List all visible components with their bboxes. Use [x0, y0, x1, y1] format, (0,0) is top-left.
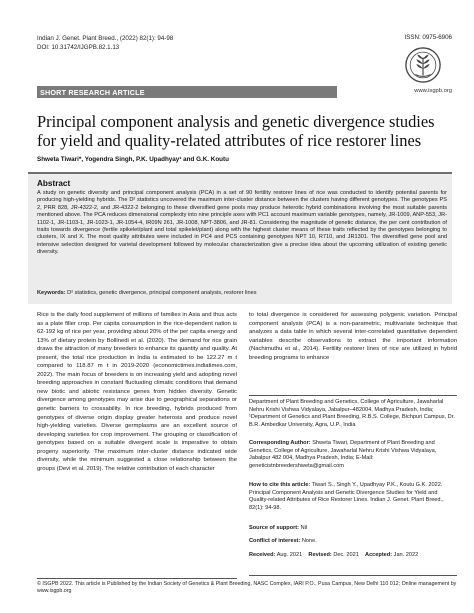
corresponding-label: Corresponding Author:	[249, 440, 311, 446]
conflict-of-interest	[249, 538, 457, 546]
body-right-column: to total divergence is considered for assessing polygenic variation. Principal component analysis (PCA) is a non-parametric, multivariate technique that analyzes a data table in which several inter-correlated quantitative dependent variables describe observations to extract the important information (Nachimuthu et al., 2014). Fertility restorer lines of rice are utilized in hybrid breeding programs to enhance	[249, 312, 457, 361]
section-label: SHORT RESEARCH ARTICLE	[40, 87, 145, 97]
article-dates	[249, 552, 457, 560]
citation-text: Tiwari S., Singh Y., Upadhyay P.K., Koutu G.K. 2022. Principal Component Analysis and Genetic Divergence Studies for Yield and Quality-related Attributes of Rice Restorer Lines. Indian J. Genet. Plant Breed., 82(1): 94-98.	[249, 482, 444, 512]
article-title: Principal component analysis and genetic divergence studies for yield and quality-related attributes of rice restorer lines	[37, 112, 435, 150]
revised-label: Revised:	[308, 552, 332, 558]
keywords-label: Keywords:	[37, 290, 66, 296]
website-link[interactable]: www.isgpb.org	[414, 88, 452, 94]
accepted-date: Jan. 2022	[393, 552, 419, 558]
footer-divider	[37, 578, 237, 579]
received-label: Received:	[249, 552, 276, 558]
divider	[249, 395, 457, 396]
body-left-column: Rice is the daily food supplement of millions of families in Asia and thus acts as a plate filler crop. Per capita consumption in the rice-dependent nation is 62-192 kg of rice per year, providing about 20% of the per capita energy and 13% of dietary protein by Bollinedi et al. (2020). The demand for rice grain draws the attraction of many breeders to enhance its quantity and quality. At present, the total rice production in India is estimated to be 122.27 m t compared to 118.87 m t in 2019-2020 (economictimes.indiatimes.com, 2022). The main focus of breeders is on increasing yield and adopting novel breeding approaches in constant fluctuating climatic conditions that demand new biotic and abiotic resistance genes from hidden diversity. Genetic divergence among genotypes may arise due to geographical separations or genetic barriers to crossability. In rice breeding, hybrids produced from genotypes of diverse origin display greater heterosis and produce novel high-yielding varieties. Diverse germplasms are an excellent source of developing varieties for crop improvement. The grouping or classification of genotypes based on a suitable divergent scale is imperative to obtain progeny superiority. The maximum inter-cluster distance indicated wide diversity, while the minimum suggested a close relationship between the groups (Devi et al. 2019). The relative contribution of each character	[37, 312, 237, 472]
copyright-footer: © ISGPB 2022. This article is Published by the Indian Society of Genetics & Plant Breeding, NASC Complex, IARI P.O., Pusa Campus, New Delhi 110 012; Online management by www.isgpb.org	[37, 581, 457, 595]
keywords-list: D² statistics, genetic divergence, principal component analysis, restorer lines	[67, 290, 257, 296]
affiliation: Department of Plant Breeding and Genetics, College of Agriculture, Jawaharlal Nehru Krishi Vishwa Vidyalaya, Jabalpur–482004, Madhya Pradesh, India; ¹Department of Genetics and Plant Breeding, R.B.S. College, Bichpuri Campus, Dr. B.R. Ambedkar University, Agra, U.P., India	[249, 399, 455, 429]
doi: DOI: 10.31742/IJGPB.82.1.13	[37, 44, 120, 51]
citation	[249, 482, 457, 513]
divider	[249, 575, 457, 576]
keywords	[37, 290, 447, 296]
abstract-text: A study on genetic diversity and principal component analysis (PCA) in a set of 90 fertility restorer lines of rice was conducted to identify potential parents for producing high-yielding hybrids. The D² statistics uncovered the maximum inter-cluster distance between the clusters having different genotypes. The genotypes PS 2, PRR 828, JR-4322-2, and JR-4322-2 belonging to these diversified gene pools may produce heterotic hybrid combinations involving the most suitable parents mentioned above. The PCA reduces dimensional complexity into nine principle axes with PC1 account maximum variable genotypes, namely, JR-1009, ANP-553, JR-1102-1, JR-1103-1, JR-1023-1, JR-1054-4, IR09N 261, JR-1008, NPT-3806, and JR-81. Considering the magnitude of genetic distance, the per cent contribution of traits towards divergence (fertile spikelet/plant and total spikelet/plant) along with the highest cluster means of these traits reflected by the genotypes belonging to clusters, IX and X. The most quality attributes were included in PC4 and PCS containing genotypes NPT 10, R710, and JR1301. The diversified gene pool and intensive selection designed for varietal development followed by molecular characterization give a precise idea about the upcoming utilization of existing genetic diversity.	[37, 190, 447, 256]
abstract-heading: Abstract	[37, 179, 71, 188]
journal-header	[37, 34, 173, 52]
conflict-label: Conflict of interest:	[249, 538, 301, 544]
society-logo-icon	[404, 46, 442, 84]
corresponding-text: Shweta Tiwari, Department of Plant Breeding and Genetics, College of Agriculture, Jawaharlal Nehru Krishi Vishwa Vidyalaya, Jabalpur 482 004, Madhya Pradesh, India; E-Mail: geneticistnbreedershweta@gmail.com	[249, 440, 437, 470]
revised-date: Dec. 2021	[333, 552, 359, 558]
citation-label: How to cite this article:	[249, 482, 311, 488]
source-of-support	[249, 525, 457, 533]
support-label: Source of support:	[249, 525, 300, 531]
support-text: Nil	[300, 525, 308, 531]
authors: Shweta Tiwari*, Yogendra Singh, P.K. Upadhyay¹ and G.K. Koutu	[37, 156, 229, 163]
received-date: Aug. 2021	[276, 552, 303, 558]
accepted-label: Accepted:	[365, 552, 393, 558]
journal-citation: Indian J. Genet. Plant Breed., (2022) 82(1): 94-98	[37, 35, 174, 42]
corresponding-author	[249, 440, 457, 471]
conflict-text: None.	[301, 538, 317, 544]
issn: ISSN: 0975-6906	[404, 34, 452, 41]
